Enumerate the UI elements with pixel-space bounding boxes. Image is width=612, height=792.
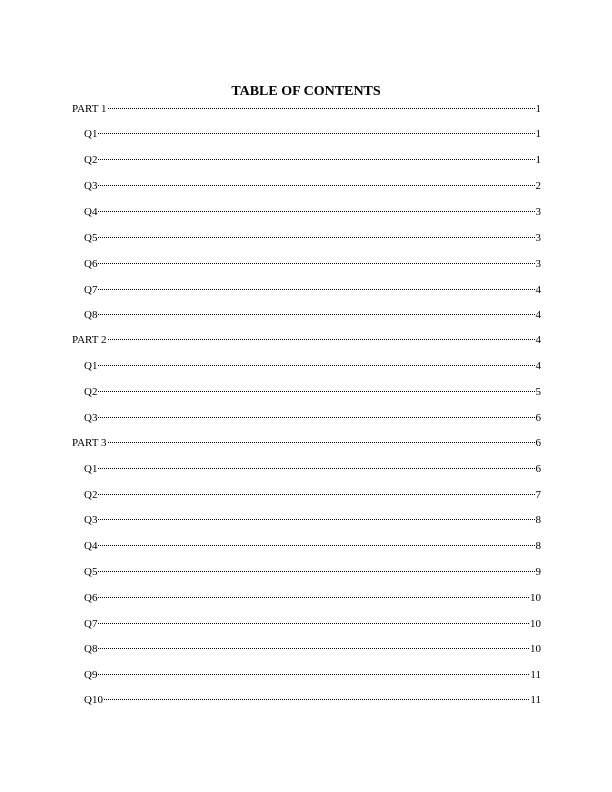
toc-page-number: 4 xyxy=(535,334,541,346)
toc-page-number: 4 xyxy=(535,360,541,372)
toc-page-number: 9 xyxy=(535,566,541,578)
toc-question-entry[interactable] xyxy=(84,153,541,167)
toc-dot-leader xyxy=(98,545,534,546)
toc-entry-label: Q5 xyxy=(84,232,98,244)
toc-question-entry[interactable] xyxy=(84,359,541,373)
toc-question-entry[interactable] xyxy=(84,205,541,219)
toc-question-entry[interactable] xyxy=(84,591,541,605)
toc-entry-label: Q8 xyxy=(84,643,98,655)
toc-dot-leader xyxy=(98,519,534,520)
toc-dot-leader xyxy=(108,108,535,109)
toc-question-entry[interactable] xyxy=(84,693,541,707)
toc-dot-leader xyxy=(98,648,529,649)
toc-page-number: 11 xyxy=(530,694,541,706)
toc-question-entry[interactable] xyxy=(84,283,541,297)
toc-page-number: 8 xyxy=(535,514,541,526)
toc-dot-leader xyxy=(98,133,534,134)
toc-dot-leader xyxy=(108,442,535,443)
toc-entry-label: PART 2 xyxy=(72,334,107,346)
toc-page-number: 3 xyxy=(535,206,541,218)
toc-entry-label: Q5 xyxy=(84,566,98,578)
toc-page-number: 7 xyxy=(535,489,541,501)
toc-dot-leader xyxy=(98,417,534,418)
toc-question-entry[interactable] xyxy=(84,565,541,579)
toc-page-number: 6 xyxy=(535,412,541,424)
toc-entry-label: Q4 xyxy=(84,540,98,552)
toc-page-number: 4 xyxy=(535,309,541,321)
toc-page-number: 10 xyxy=(530,643,541,655)
toc-entry-label: Q2 xyxy=(84,386,98,398)
toc-part-entry[interactable] xyxy=(72,102,541,116)
toc-dot-leader xyxy=(98,623,529,624)
toc-entry-label: PART 3 xyxy=(72,437,107,449)
toc-dot-leader xyxy=(98,391,534,392)
toc-page-number: 5 xyxy=(535,386,541,398)
toc-question-entry[interactable] xyxy=(84,385,541,399)
toc-entry-label: Q10 xyxy=(84,694,103,706)
toc-page-number: 2 xyxy=(535,180,541,192)
toc-entry-label: Q3 xyxy=(84,180,98,192)
toc-dot-leader xyxy=(98,314,534,315)
toc-dot-leader xyxy=(98,597,529,598)
toc-entry-label: Q1 xyxy=(84,360,98,372)
toc-entry-label: Q8 xyxy=(84,309,98,321)
toc-question-entry[interactable] xyxy=(84,127,541,141)
toc-question-entry[interactable] xyxy=(84,308,541,322)
toc-entry-label: Q1 xyxy=(84,463,98,475)
toc-entry-label: Q7 xyxy=(84,284,98,296)
toc-title: TABLE OF CONTENTS xyxy=(231,84,381,99)
toc-dot-leader xyxy=(98,211,534,212)
toc-page-number: 6 xyxy=(535,463,541,475)
toc-page-number: 1 xyxy=(535,128,541,140)
toc-dot-leader xyxy=(98,365,534,366)
toc-question-entry[interactable] xyxy=(84,513,541,527)
toc-question-entry[interactable] xyxy=(84,231,541,245)
toc-page-number: 10 xyxy=(530,618,541,630)
toc-entry-label: Q2 xyxy=(84,489,98,501)
toc-entry-label: Q6 xyxy=(84,258,98,270)
toc-question-entry[interactable] xyxy=(84,462,541,476)
toc-page-number: 11 xyxy=(530,669,541,681)
toc-dot-leader xyxy=(98,571,534,572)
toc-part-entry[interactable] xyxy=(72,333,541,347)
toc-page-number: 1 xyxy=(535,154,541,166)
toc-dot-leader xyxy=(98,263,534,264)
toc-dot-leader xyxy=(104,699,529,700)
toc-page-number: 3 xyxy=(535,232,541,244)
toc-question-entry[interactable] xyxy=(84,257,541,271)
toc-question-entry[interactable] xyxy=(84,668,541,682)
toc-dot-leader xyxy=(108,339,535,340)
toc-question-entry[interactable] xyxy=(84,179,541,193)
toc-dot-leader xyxy=(98,237,534,238)
toc-page-number: 10 xyxy=(530,592,541,604)
toc-page-number: 3 xyxy=(535,258,541,270)
toc-question-entry[interactable] xyxy=(84,642,541,656)
toc-entry-label: Q3 xyxy=(84,412,98,424)
toc-question-entry[interactable] xyxy=(84,539,541,553)
toc-page-number: 6 xyxy=(535,437,541,449)
toc-entry-label: Q4 xyxy=(84,206,98,218)
toc-question-entry[interactable] xyxy=(84,617,541,631)
toc-page-number: 8 xyxy=(535,540,541,552)
toc-page-number: 1 xyxy=(535,103,541,115)
toc-dot-leader xyxy=(98,159,534,160)
toc-entry-label: Q9 xyxy=(84,669,98,681)
toc-entry-label: Q7 xyxy=(84,618,98,630)
toc-dot-leader xyxy=(98,674,529,675)
toc-entry-label: PART 1 xyxy=(72,103,107,115)
toc-part-entry[interactable] xyxy=(72,436,541,450)
toc-entry-label: Q6 xyxy=(84,592,98,604)
toc-dot-leader xyxy=(98,185,534,186)
toc-dot-leader xyxy=(98,289,534,290)
toc-entry-label: Q1 xyxy=(84,128,98,140)
toc-question-entry[interactable] xyxy=(84,488,541,502)
toc-entry-label: Q3 xyxy=(84,514,98,526)
toc-entry-label: Q2 xyxy=(84,154,98,166)
toc-dot-leader xyxy=(98,494,534,495)
toc-dot-leader xyxy=(98,468,534,469)
toc-question-entry[interactable] xyxy=(84,411,541,425)
toc-page-number: 4 xyxy=(535,284,541,296)
